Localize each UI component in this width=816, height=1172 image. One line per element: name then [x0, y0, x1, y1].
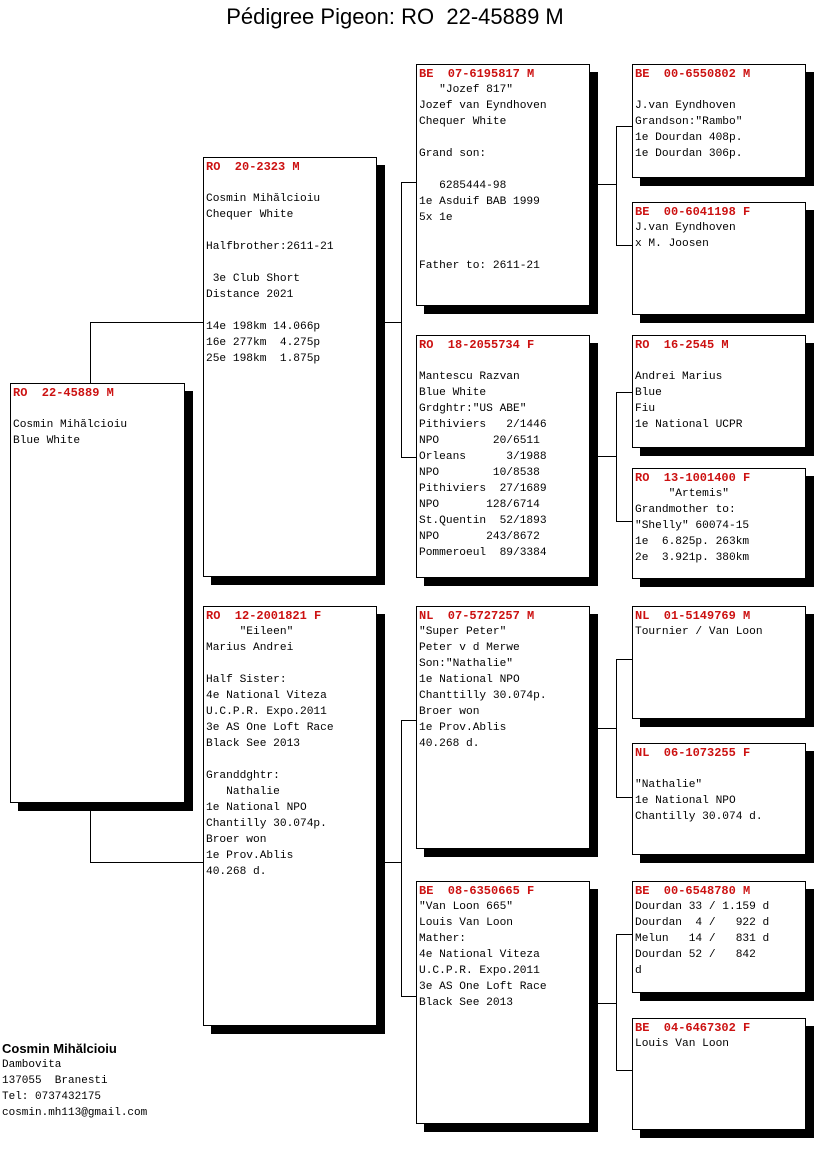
pigeon-detail-line: J.van Eyndhoven [635, 222, 736, 234]
pigeon-detail-line: Son:"Nathalie" [419, 658, 513, 670]
ring-number: RO 18-2055734 F [419, 338, 535, 352]
pigeon-detail-line: Chantilly 30.074p. [206, 818, 327, 830]
pigeon-detail-line [13, 401, 183, 417]
pigeon-detail-line: Jozef van Eyndhoven [419, 100, 547, 112]
pigeon-detail-line: Chantilly 30.074 d. [635, 811, 763, 823]
pigeon-detail-line: 4e National Viteza [419, 949, 540, 961]
page-title: Pédigree Pigeon: RO 22-45889 M [226, 4, 564, 29]
pigeon-detail-line: U.C.P.R. Expo.2011 [206, 706, 327, 718]
pigeon-detail-line: 40.268 d. [206, 866, 267, 878]
pigeon-details [635, 220, 804, 252]
pigeon-details [206, 175, 375, 367]
pigeon-detail-line: 1e National NPO [635, 795, 736, 807]
pigeon-detail-line [635, 353, 804, 369]
connector-line [401, 182, 402, 458]
pigeon-detail-line: x M. Joosen [635, 238, 709, 250]
connector-line [90, 322, 91, 384]
pigeon-detail-line: Distance 2021 [206, 289, 294, 301]
pigeon-detail-line: Dourdan 33 / 1.159 d [635, 901, 770, 913]
pigeon-detail-line: NPO 20/6511 [419, 435, 540, 447]
owner-name: Cosmin Mihălcioiu [2, 1041, 117, 1056]
ring-number: BE 07-6195817 M [419, 67, 535, 81]
pigeon-detail-line: Andrei Marius [635, 371, 723, 383]
owner-email[interactable]: cosmin.mh113@gmail.com [2, 1107, 148, 1119]
connector-line [616, 392, 633, 393]
connector-line [616, 392, 617, 522]
pigeon-detail-line: Pithiviers 27/1689 [419, 483, 547, 495]
pigeon-details [635, 353, 804, 433]
pigeon-detail-line: Nathalie [206, 786, 280, 798]
pigeon-details [13, 401, 183, 449]
pigeon-detail-line: 3e Club Short [206, 273, 300, 285]
ring-number: RO 16-2545 M [635, 338, 729, 352]
pigeon-card-dss[interactable] [632, 606, 806, 719]
pigeon-detail-line: Chequer White [419, 116, 507, 128]
connector-line [616, 1070, 633, 1071]
pigeon-card-sdd[interactable] [632, 468, 806, 579]
pigeon-detail-line [635, 761, 804, 777]
pigeon-card-ddd[interactable] [632, 1018, 806, 1130]
pigeon-detail-line: NPO 243/8672 [419, 531, 540, 543]
pigeon-detail-line: Cosmin Mihălcioiu [206, 193, 321, 205]
pigeon-card-sire-sire[interactable] [416, 64, 590, 306]
ring-number: NL 06-1073255 F [635, 746, 751, 760]
owner-phone: Tel: 0737432175 [2, 1091, 102, 1103]
connector-line [90, 803, 91, 863]
pigeon-detail-line: "Eileen" [206, 626, 294, 638]
connector-line [616, 934, 633, 935]
pigeon-detail-line: Cosmin Mihălcioiu [13, 419, 128, 431]
ring-number: BE 04-6467302 F [635, 1021, 751, 1035]
connector-line [401, 457, 417, 458]
pigeon-detail-line [206, 752, 375, 768]
connector-line [616, 934, 617, 1071]
ring-number: RO 13-1001400 F [635, 471, 751, 485]
pigeon-detail-line: 14e 198km 14.066p [206, 321, 321, 333]
pigeon-detail-line [206, 303, 375, 319]
pigeon-detail-line [419, 226, 588, 242]
pigeon-detail-line: 4e National Viteza [206, 690, 327, 702]
pigeon-detail-line: "Super Peter" [419, 626, 507, 638]
connector-line [598, 728, 616, 729]
ring-number: BE 08-6350665 F [419, 884, 535, 898]
pigeon-card-sss[interactable] [632, 64, 806, 178]
ring-number: NL 01-5149769 M [635, 609, 751, 623]
pigeon-detail-line: Blue White [419, 387, 487, 399]
pigeon-detail-line: Half Sister: [206, 674, 287, 686]
pigeon-detail-line: 1e Dourdan 408p. [635, 132, 743, 144]
pigeon-details [206, 624, 375, 880]
connector-line [616, 521, 633, 522]
pigeon-detail-line: Dourdan 52 / 842 [635, 949, 756, 961]
pigeon-detail-line: Mantescu Razvan [419, 371, 520, 383]
ring-number: RO 22-45889 M [13, 386, 114, 400]
connector-line [401, 996, 417, 997]
pigeon-detail-line: 1e Prov.Ablis [206, 850, 294, 862]
pigeon-detail-line: Fiu [635, 403, 656, 415]
pigeon-detail-line: NPO 10/8538 [419, 467, 540, 479]
connector-line [598, 184, 616, 185]
connector-line [616, 126, 633, 127]
owner-address-line: 137055 Branesti [2, 1075, 108, 1087]
pigeon-detail-line: Mather: [419, 933, 466, 945]
pigeon-detail-line [206, 223, 375, 239]
ring-number: NL 07-5727257 M [419, 609, 535, 623]
pigeon-card-sds[interactable] [632, 335, 806, 448]
connector-line [384, 322, 402, 323]
pigeon-detail-line: Tournier / Van Loon [635, 626, 763, 638]
pigeon-detail-line: Grandson:"Rambo" [635, 116, 743, 128]
pigeon-detail-line: Black See 2013 [419, 997, 513, 1009]
pigeon-detail-line: "Jozef 817" [419, 84, 513, 96]
pigeon-detail-line: "Nathalie" [635, 779, 703, 791]
pigeon-detail-line: Pommeroeul 89/3384 [419, 547, 547, 559]
pigeon-detail-line [206, 175, 375, 191]
pigeon-detail-line: 16e 277km 4.275p [206, 337, 321, 349]
connector-line [616, 245, 633, 246]
pigeon-detail-line: Marius Andrei [206, 642, 294, 654]
pigeon-detail-line: Grand son: [419, 148, 487, 160]
pigeon-detail-line: 5x 1e [419, 212, 453, 224]
pigeon-detail-line: 1e Prov.Ablis [419, 722, 507, 734]
pigeon-detail-line: 1e National NPO [206, 802, 307, 814]
pigeon-detail-line: Melun 14 / 831 d [635, 933, 770, 945]
connector-line [616, 659, 633, 660]
pigeon-detail-line: 3e AS One Loft Race [419, 981, 547, 993]
pigeon-detail-line: 1e National NPO [419, 674, 520, 686]
pigeon-detail-line: Broer won [206, 834, 267, 846]
pigeon-details [635, 624, 804, 640]
connector-line [384, 862, 402, 863]
connector-line [616, 797, 633, 798]
pigeon-details [419, 353, 588, 561]
ring-number: RO 20-2323 M [206, 160, 300, 174]
pigeon-detail-line: Granddghtr: [206, 770, 280, 782]
pigeon-detail-line [419, 162, 588, 178]
ring-number: RO 12-2001821 F [206, 609, 322, 623]
owner-address-line: Dambovita [2, 1059, 62, 1071]
pigeon-detail-line: "Artemis" [635, 488, 729, 500]
pigeon-detail-line [419, 130, 588, 146]
pigeon-detail-line: 1e National UCPR [635, 419, 743, 431]
pigeon-detail-line: NPO 128/6714 [419, 499, 540, 511]
pigeon-detail-line: Blue [635, 387, 662, 399]
pigeon-detail-line [419, 242, 588, 258]
pigeon-details [635, 1036, 804, 1052]
pigeon-detail-line: Orleans 3/1988 [419, 451, 547, 463]
pigeon-card-sire[interactable] [203, 157, 377, 577]
pigeon-card-sire-dam[interactable] [416, 335, 590, 578]
pigeon-details [635, 82, 804, 162]
pigeon-details [635, 899, 804, 979]
pigeon-detail-line: Black See 2013 [206, 738, 300, 750]
pigeon-card-dam[interactable] [203, 606, 377, 1026]
owner-info [2, 1040, 147, 1121]
pigeon-detail-line: Blue White [13, 435, 81, 447]
pigeon-details [419, 624, 588, 752]
connector-line [616, 126, 617, 246]
pigeon-detail-line: Chanttilly 30.074p. [419, 690, 547, 702]
pigeon-card-dds[interactable] [632, 881, 806, 993]
connector-line [598, 456, 616, 457]
pigeon-detail-line: Louis Van Loon [419, 917, 513, 929]
ring-number: BE 00-6550802 M [635, 67, 751, 81]
pigeon-detail-line: 2e 3.921p. 380km [635, 552, 750, 564]
pigeon-detail-line: Dourdan 4 / 922 d [635, 917, 770, 929]
pigeon-detail-line: 1e Dourdan 306p. [635, 148, 743, 160]
pigeon-card-ssd[interactable] [632, 202, 806, 315]
pigeon-detail-line: Father to: 2611-21 [419, 260, 540, 272]
connector-line [90, 862, 204, 863]
pigeon-detail-line: 6285444-98 [419, 180, 507, 192]
pigeon-detail-line: 1e Asduif BAB 1999 [419, 196, 540, 208]
pigeon-detail-line: Louis Van Loon [635, 1038, 729, 1050]
pigeon-detail-line [635, 82, 804, 98]
connector-line [598, 1003, 616, 1004]
pigeon-detail-line: J.van Eyndhoven [635, 100, 736, 112]
connector-line [401, 182, 417, 183]
ring-number: BE 00-6041198 F [635, 205, 751, 219]
pigeon-detail-line [206, 255, 375, 271]
connector-line [616, 659, 617, 798]
connector-line [401, 720, 417, 721]
pigeon-detail-line: 25e 198km 1.875p [206, 353, 321, 365]
pigeon-detail-line: 3e AS One Loft Race [206, 722, 334, 734]
pigeon-detail-line: Grdghtr:"US ABE" [419, 403, 527, 415]
pigeon-detail-line: Peter v d Merwe [419, 642, 520, 654]
pigeon-detail-line [206, 656, 375, 672]
connector-line [401, 720, 402, 997]
pigeon-detail-line: St.Quentin 52/1893 [419, 515, 547, 527]
connector-line [90, 322, 204, 323]
pigeon-details [419, 899, 588, 1011]
pigeon-card-dam-sire[interactable] [416, 606, 590, 849]
pigeon-detail-line: Grandmother to: [635, 504, 736, 516]
pigeon-detail-line [419, 353, 588, 369]
pigeon-card-dsd[interactable] [632, 743, 806, 855]
pigeon-detail-line: Broer won [419, 706, 480, 718]
pigeon-detail-line: U.C.P.R. Expo.2011 [419, 965, 540, 977]
pigeon-details [419, 82, 588, 274]
pigeon-detail-line: d [635, 965, 642, 977]
pigeon-detail-line: "Shelly" 60074-15 [635, 520, 750, 532]
pigeon-details [635, 761, 804, 825]
pigeon-card-dam-dam[interactable] [416, 881, 590, 1124]
pigeon-detail-line: Halfbrother:2611-21 [206, 241, 334, 253]
pigeon-detail-line: Pithiviers 2/1446 [419, 419, 547, 431]
pigeon-detail-line: 1e 6.825p. 263km [635, 536, 750, 548]
ring-number: BE 00-6548780 M [635, 884, 751, 898]
pigeon-detail-line: Chequer White [206, 209, 294, 221]
pigeon-details [635, 486, 804, 566]
pigeon-detail-line: "Van Loon 665" [419, 901, 513, 913]
pigeon-detail-line: 40.268 d. [419, 738, 480, 750]
pigeon-card-subject[interactable] [10, 383, 185, 803]
